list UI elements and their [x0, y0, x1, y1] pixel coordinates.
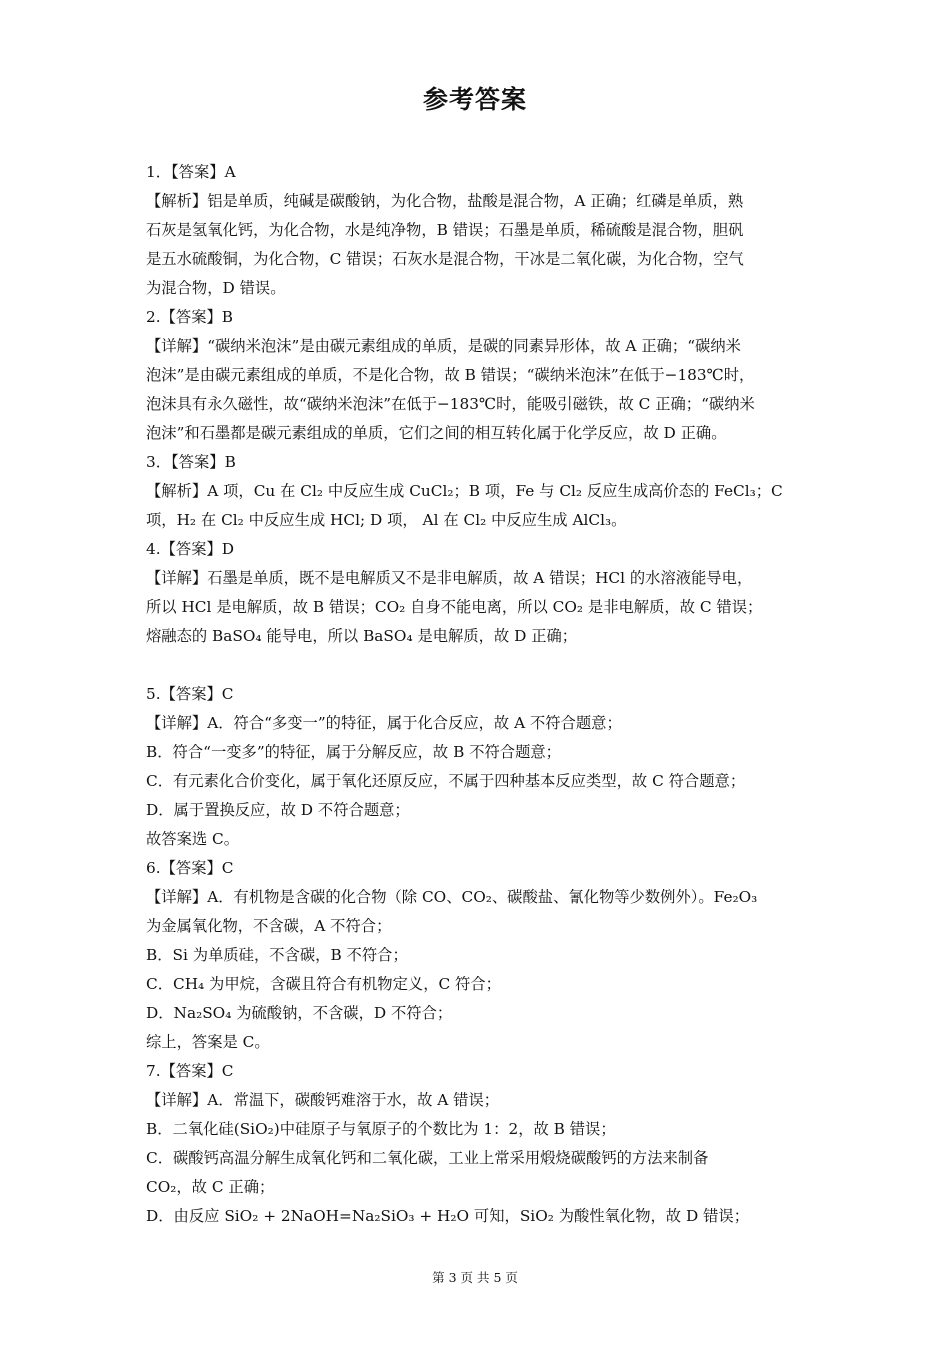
answer-line: C．CH₄ 为甲烷，含碳且符合有机物定义，C 符合；: [146, 975, 501, 993]
answer-line: B．符合“一变多”的特征，属于分解反应，故 B 不符合题意；: [146, 743, 561, 761]
answer-line: 项，H₂ 在 Cl₂ 中反应生成 HCl; D 项， Al 在 Cl₂ 中反应生成 AlCl₃。: [146, 511, 627, 529]
answer-line: 熔融态的 BaSO₄ 能导电，所以 BaSO₄ 是电解质，故 D 正确；: [146, 627, 578, 645]
answer-line: 泡沫”和石墨都是碳元素组成的单质，它们之间的相互转化属于化学反应，故 D 正确。: [146, 424, 727, 442]
answer-line: D．由反应 SiO₂ + 2NaOH=Na₂SiO₃ + H₂O 可知，SiO₂ 为酸性氧化物，故 D 错误；: [146, 1207, 749, 1225]
answer-line: 7.【答案】C: [146, 1062, 234, 1080]
answer-line: CO₂，故 C 正确；: [146, 1178, 275, 1196]
answer-line: D．Na₂SO₄ 为硫酸钠，不含碳，D 不符合；: [146, 1004, 453, 1022]
answer-line: B．二氧化硅(SiO₂)中硅原子与氧原子的个数比为 1：2，故 B 错误；: [146, 1120, 616, 1138]
blank-line: [146, 651, 806, 680]
page-title: 参考答案: [422, 85, 527, 114]
answer-line: 5.【答案】C: [146, 685, 234, 703]
answer-line: C．有元素化合价变化，属于氧化还原反应，不属于四种基本反应类型，故 C 符合题意；: [146, 772, 746, 790]
answer-line: B．Si 为单质硅，不含碳，B 不符合；: [146, 946, 408, 964]
answer-line: 泡沫具有永久磁性，故“碳纳米泡沫”在低于−183℃时，能吸引磁铁，故 C 正确；“碳纳米: [146, 395, 755, 413]
answer-line: 石灰是氢氧化钙，为化合物，水是纯净物，B 错误；石墨是单质，稀硫酸是混合物，胆矾: [146, 221, 744, 239]
answer-line: 【解析】铝是单质，纯碱是碳酸钠，为化合物，盐酸是混合物，A 正确；红磷是单质，熟: [146, 192, 744, 210]
answer-line: 【详解】“碳纳米泡沫”是由碳元素组成的单质，是碳的同素异形体，故 A 正确；“碳纳米: [146, 337, 741, 355]
answer-line: 【解析】A 项，Cu 在 Cl₂ 中反应生成 CuCl₂；B 项，Fe 与 Cl₂ 反应生成高价态的 FeCl₃；C: [146, 482, 783, 500]
answer-line: 3．【答案】B: [146, 453, 236, 471]
answer-line: 【详解】A．有机物是含碳的化合物（除 CO、CO₂、碳酸盐、氰化物等少数例外）。Fe₂O₃: [146, 888, 758, 906]
answer-line: 为混合物，D 错误。: [146, 279, 286, 297]
answer-line: 为金属氧化物，不含碳，A 不符合；: [146, 917, 392, 935]
answer-line: C．碳酸钙高温分解生成氧化钙和二氧化碳，工业上常采用煅烧碳酸钙的方法来制备: [146, 1149, 709, 1167]
page-footer: 第 3 页 共 5 页: [432, 1270, 518, 1285]
answer-line: 泡沫”是由碳元素组成的单质，不是化合物，故 B 错误；“碳纳米泡沫”在低于−183℃时，: [146, 366, 755, 384]
answer-line: 1．【答案】A: [146, 163, 236, 181]
answer-line: 故答案选 C。: [146, 830, 240, 848]
answer-line: 【详解】石墨是单质，既不是电解质又不是非电解质，故 A 错误；HCl 的水溶液能导电，: [146, 569, 753, 587]
answer-line: 2.【答案】B: [146, 308, 234, 326]
answer-line: 4.【答案】D: [146, 540, 235, 558]
answer-line: 所以 HCl 是电解质，故 B 错误；CO₂ 自身不能电离，所以 CO₂ 是非电解质，故 C 错误；: [146, 598, 763, 616]
answer-line: D．属于置换反应，故 D 不符合题意；: [146, 801, 410, 819]
answer-content: [146, 158, 806, 1231]
answer-line: 【详解】A．符合“多变一”的特征，属于化合反应，故 A 不符合题意；: [146, 714, 622, 732]
answer-line: 综上，答案是 C。: [146, 1033, 270, 1051]
answer-line: 【详解】A．常温下，碳酸钙难溶于水，故 A 错误；: [146, 1091, 500, 1109]
answer-line: 6.【答案】C: [146, 859, 234, 877]
answer-line: 是五水硫酸铜，为化合物，C 错误；石灰水是混合物，干冰是二氧化碳，为化合物，空气: [146, 250, 744, 268]
